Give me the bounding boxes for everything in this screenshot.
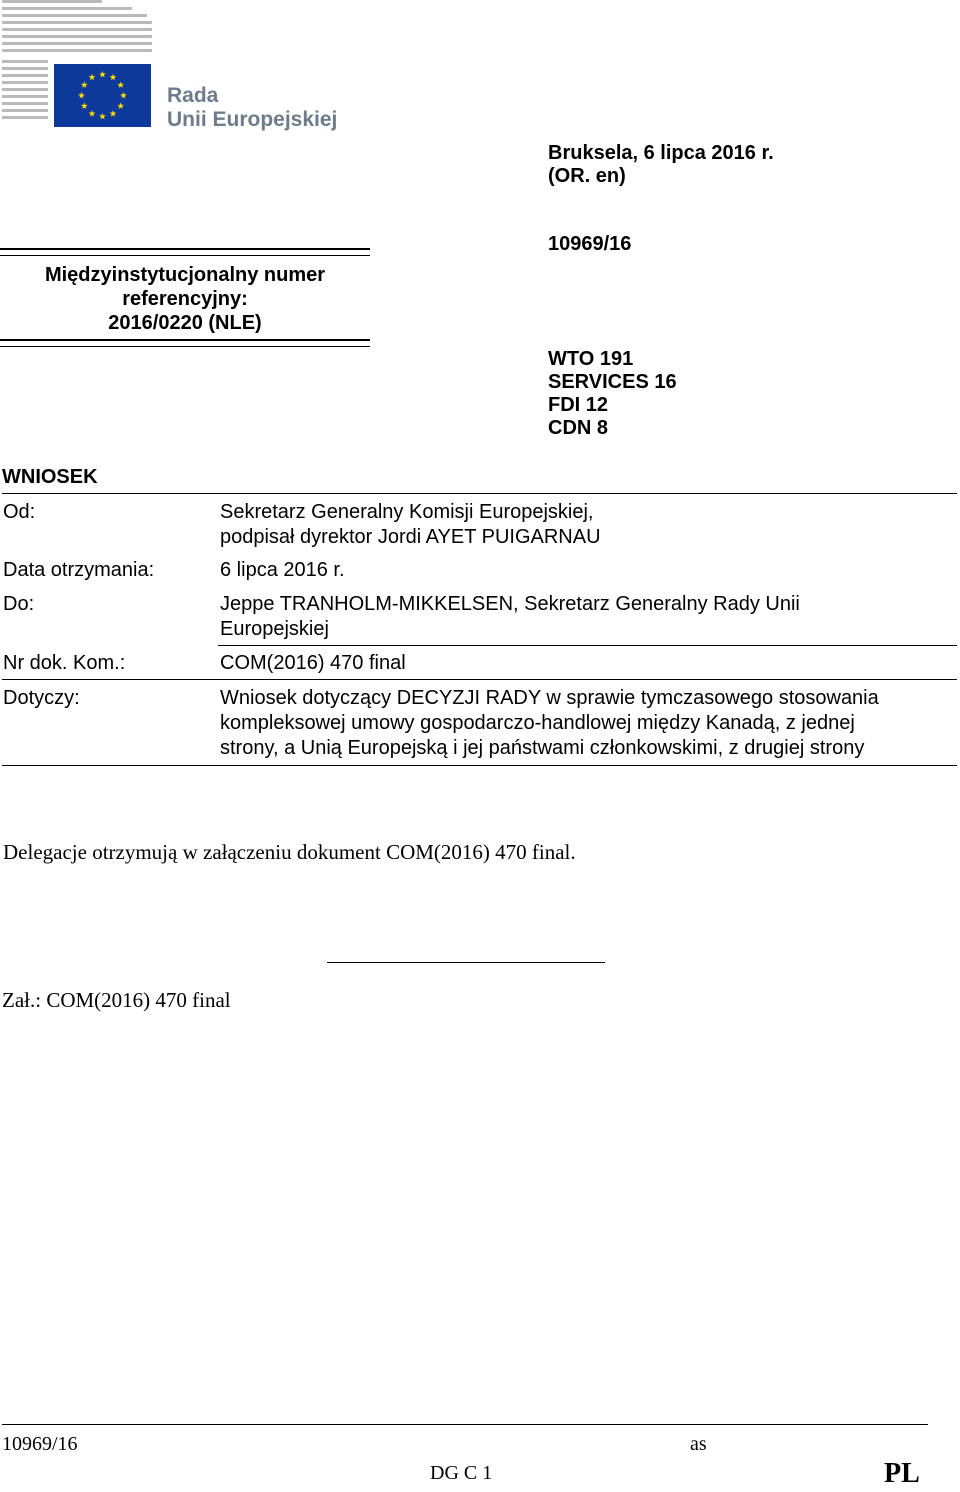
ref-value: 2016/0220 (NLE) (108, 312, 262, 334)
from-value (220, 500, 955, 550)
ref-top-rule (0, 248, 370, 256)
footer-department: DG C 1 (430, 1462, 493, 1484)
eu-star-icon (117, 102, 124, 109)
to-line1: Jeppe TRANHOLM-MIKKELSEN, Sekretarz Generalny Rady Unii (220, 593, 800, 615)
received-value: 6 lipca 2016 r. (220, 559, 345, 581)
separator-rule (327, 962, 605, 963)
eu-star-icon (117, 81, 124, 88)
subject-line2: kompleksowej umowy gospodarczo-handlowej między Kanadą, z jednej (220, 712, 855, 734)
interinstitutional-reference (0, 248, 370, 342)
eu-star-icon (89, 74, 96, 81)
eu-star-icon (81, 102, 88, 109)
table-rule-bottom (2, 765, 957, 766)
section-title: WNIOSEK (2, 466, 98, 488)
original-language: (OR. en) (548, 165, 626, 187)
ref-bottom-rule (0, 339, 370, 347)
to-line2: Europejskiej (220, 618, 329, 640)
footer-doc-number: 10969/16 (2, 1433, 78, 1455)
to-value (220, 592, 955, 642)
logo-text (167, 84, 337, 132)
body-text: Delegacje otrzymują w załączeniu dokument COM(2016) 470 final. (3, 840, 576, 864)
code-item: FDI 12 (548, 394, 609, 416)
eu-star-icon (78, 92, 85, 99)
code-item: CDN 8 (548, 417, 609, 439)
to-label: Do: (3, 593, 35, 615)
document-number: 10969/16 (548, 233, 632, 255)
subject-value (220, 686, 955, 761)
table-rule-subject (2, 679, 957, 680)
received-label: Data otrzymania: (3, 559, 155, 581)
logo-org-line1: Rada (167, 84, 219, 107)
footer-initials: as (690, 1433, 707, 1455)
eu-star-icon (110, 110, 117, 117)
eu-star-icon (110, 74, 117, 81)
enclosure: Zał.: COM(2016) 470 final (2, 988, 231, 1012)
com-label: Nr dok. Kom.: (3, 652, 126, 674)
eu-star-icon (99, 71, 106, 78)
from-line1: Sekretarz Generalny Komisji Europejskiej, (220, 501, 594, 523)
code-item: SERVICES 16 (548, 371, 677, 393)
table-rule-top (2, 493, 957, 494)
ref-text (0, 256, 370, 335)
table-rule-com (218, 645, 957, 646)
from-line2: podpisał dyrektor Jordi AYET PUIGARNAU (220, 526, 601, 548)
ref-label-line1: Międzyinstytucjonalny numer (44, 264, 326, 286)
footer-rule (2, 1424, 928, 1425)
eu-stars-icon (54, 64, 151, 127)
ref-label-line2: referencyjny: (122, 288, 248, 310)
subject-line3: strony, a Unią Europejską i jej państwami członkowskimi, z drugiej strony (220, 737, 865, 759)
logo-org-line2: Unii Europejskiej (167, 108, 338, 131)
subject-line1: Wniosek dotyczący DECYZJI RADY w sprawie tymczasowego stosowania (220, 687, 879, 709)
eu-star-icon (120, 92, 127, 99)
eu-flag-icon (54, 64, 151, 127)
code-item: WTO 191 (548, 348, 634, 370)
logo-building-lines (2, 0, 152, 60)
place-date: Bruksela, 6 lipca 2016 r. (548, 142, 774, 164)
footer-language: PL (884, 1458, 920, 1489)
eu-star-icon (81, 81, 88, 88)
eu-star-icon (89, 110, 96, 117)
com-value: COM(2016) 470 final (220, 652, 406, 674)
subject-label: Dotyczy: (3, 687, 80, 709)
eu-star-icon (99, 113, 106, 120)
logo-building-side (2, 60, 48, 130)
classification-codes (548, 348, 677, 440)
from-label: Od: (3, 501, 36, 523)
